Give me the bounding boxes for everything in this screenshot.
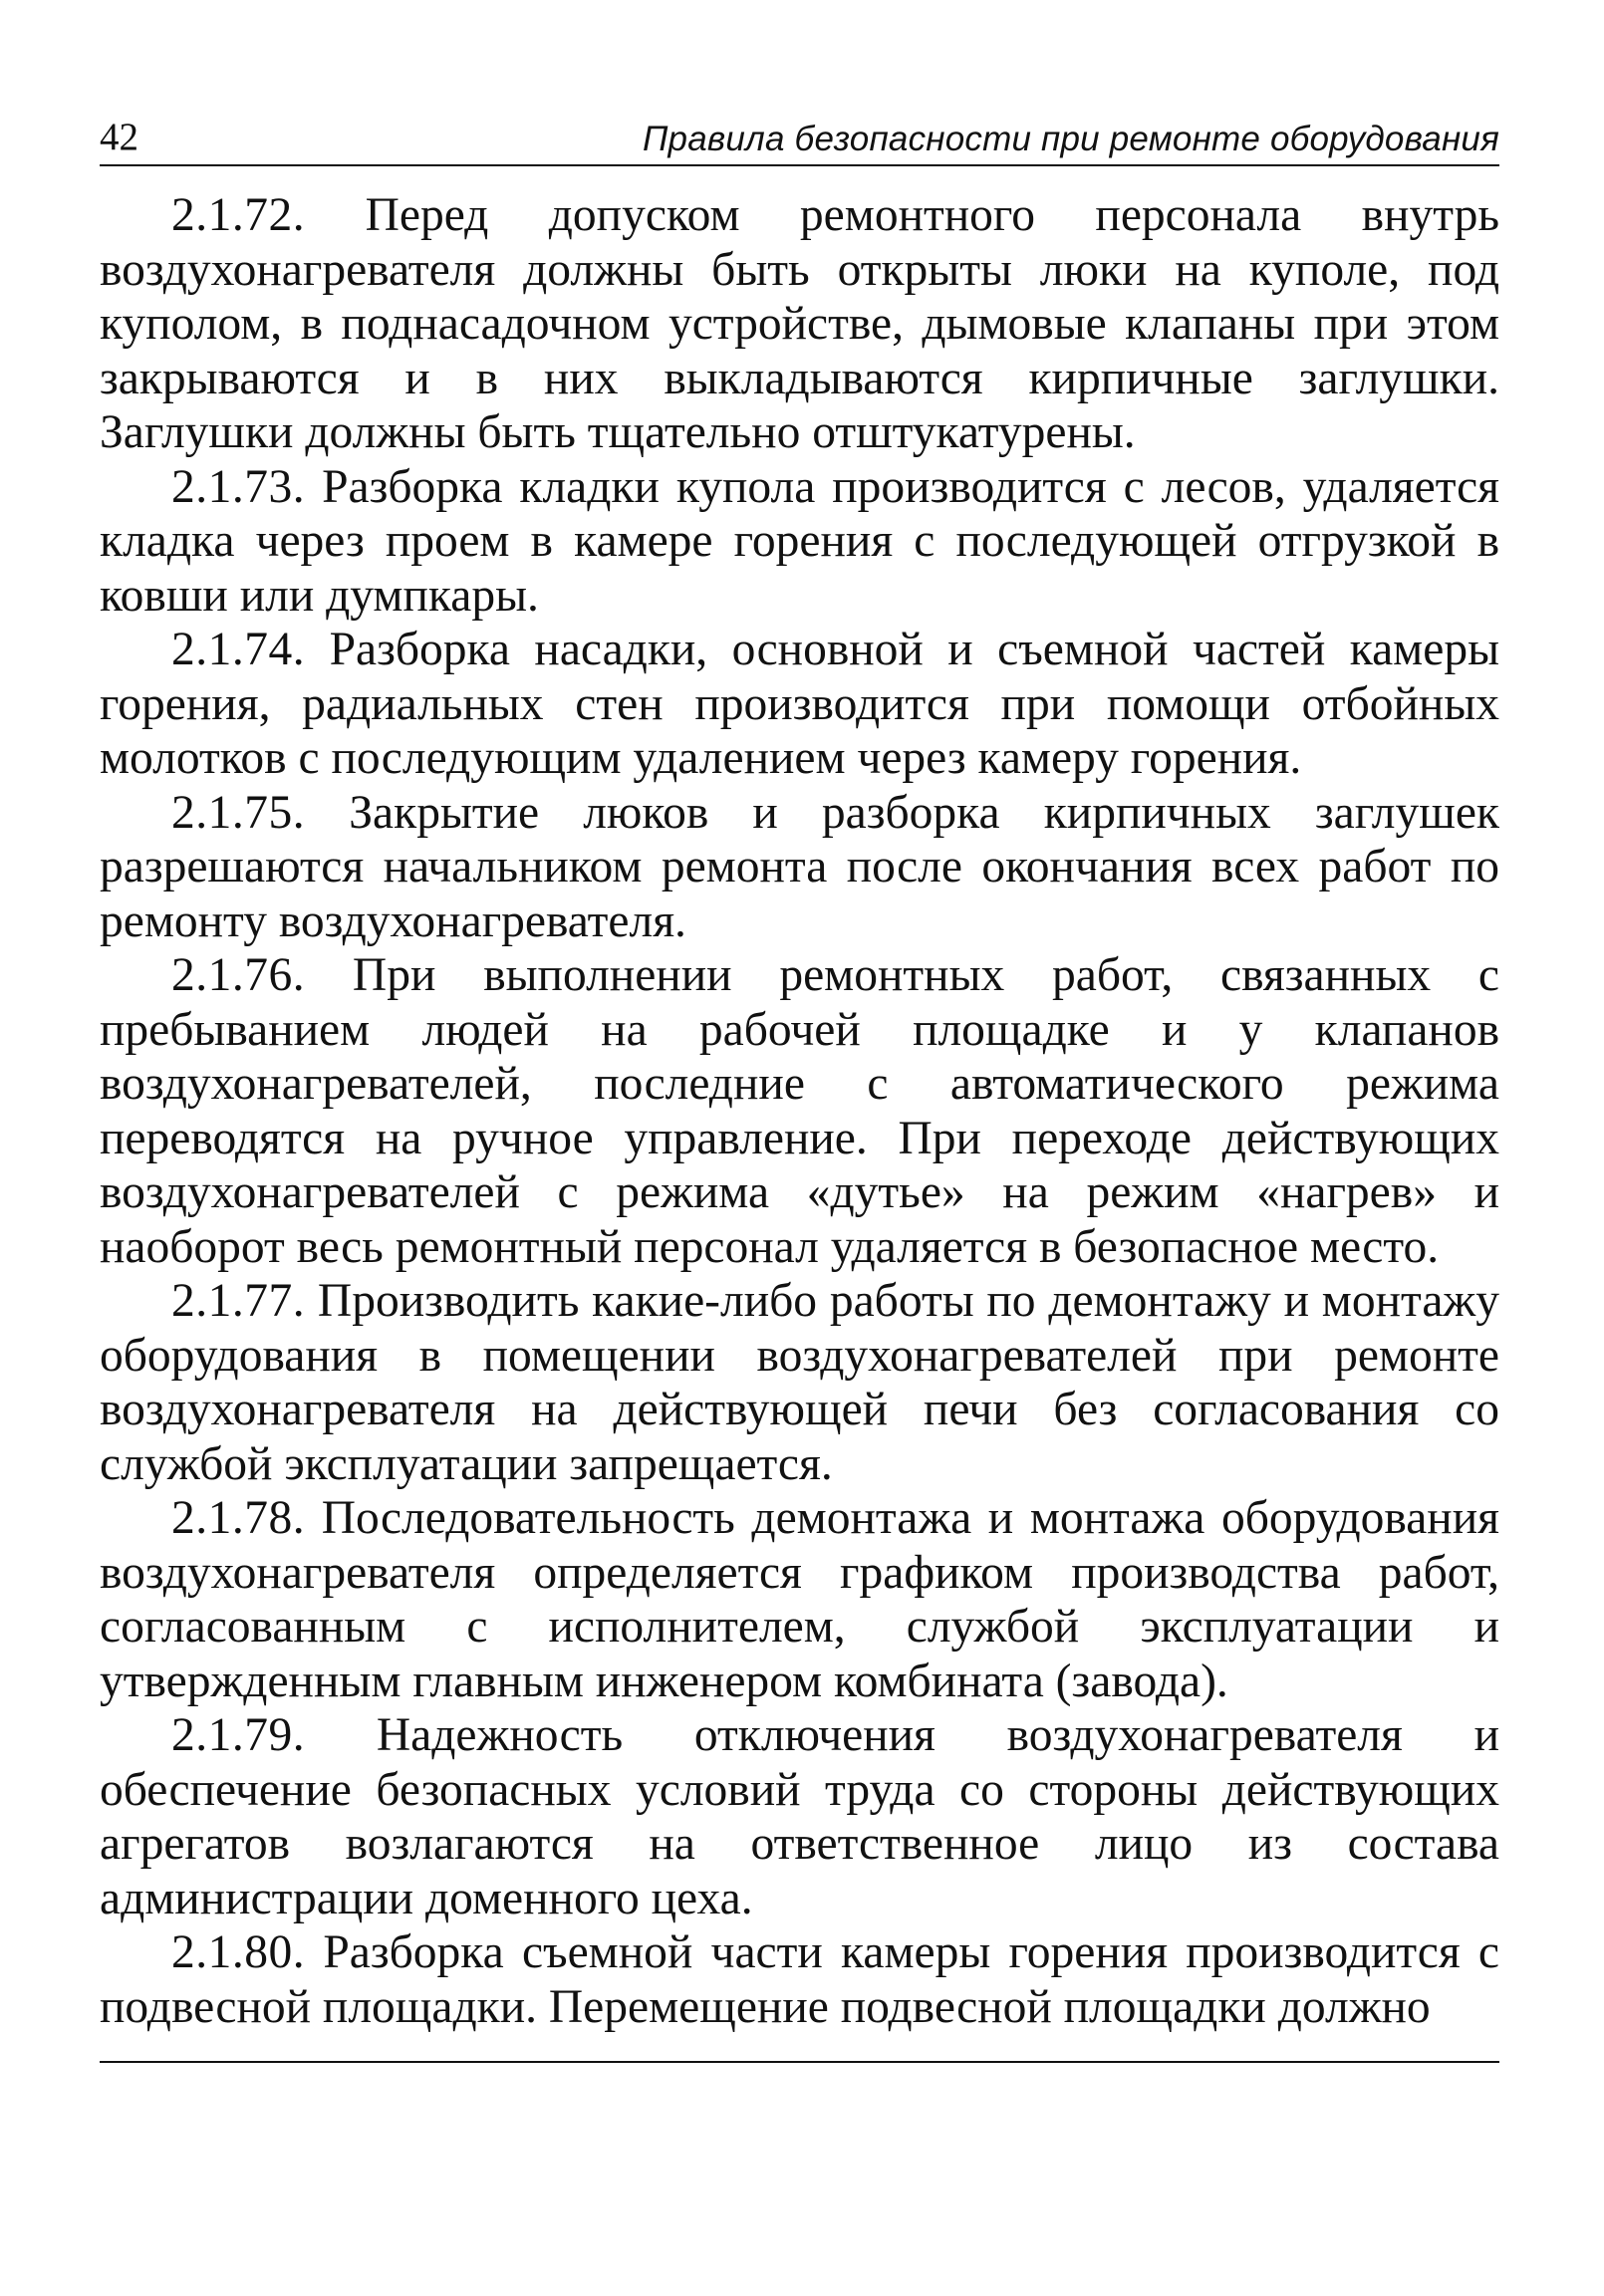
book-page xyxy=(100,118,1499,2034)
paragraph-number: 2.1.74. xyxy=(171,624,306,675)
paragraph-2-1-80 xyxy=(100,1925,1499,2034)
paragraph-text: При выполнении ремонтных работ, связанных с пребыванием людей на рабочей площадке и у клапанов воздухонагревателей, последние с автоматического режима переводятся на ручное управление. При переходе действующих воздухонагревателей с режима «дутье» на режим «нагрев» и наоборот весь ремонтный персонал удаляется в безопасное место. xyxy=(100,949,1499,1273)
paragraph-text: Надежность отключения воздухонагревателя и обеспечение безопасных условий труда со стороны действующих агрегатов возлагаются на ответственное лицо из состава администрации доменного цеха. xyxy=(100,1709,1500,1924)
paragraph-text: Последовательность демонтажа и монтажа оборудования воздухонагревателя определяется графиком производства работ, согласованным с исполнителем, службой эксплуатации и утвержденным главным инженером комбината (завода). xyxy=(100,1492,1499,1707)
paragraph-text: Производить какие-либо работы по демонтажу и монтажу оборудования в помещении воздухонагревателей при ремонте воздухонагревателя на действующей печи без согласования со службой эксплуатации запрещается. xyxy=(100,1275,1499,1490)
paragraph-2-1-79 xyxy=(100,1708,1499,1925)
paragraph-2-1-75 xyxy=(100,786,1499,949)
paragraph-number: 2.1.73. xyxy=(171,460,306,513)
paragraph-text: Разборка насадки, основной и съемной частей камеры горения, радиальных стен производится при помощи отбойных молотков с последующим удалением через камеру горения. xyxy=(100,624,1499,784)
paragraph-2-1-72 xyxy=(100,188,1499,460)
paragraph-2-1-73 xyxy=(100,460,1499,624)
paragraph-text: Перед допуском ремонтного персонала внутрь воздухонагревателя должны быть открыты люки на куполе, под куполом, в поднасадочном устройстве, дымовые клапаны при этом закрываются и в них выкладываются кирпичные заглушки. Заглушки должны быть тщательно отштукатурены. xyxy=(100,189,1499,458)
paragraph-number: 2.1.76. xyxy=(171,949,306,1001)
page-header xyxy=(100,118,1499,166)
paragraph-2-1-74 xyxy=(100,623,1499,786)
paragraph-number: 2.1.75. xyxy=(171,786,306,839)
page-body xyxy=(100,188,1499,2034)
paragraph-text: Закрытие люков и разборка кирпичных заглушек разрешаются начальником ремонта после окончания всех работ по ремонту воздухонагревателя. xyxy=(100,786,1499,947)
paragraph-2-1-77 xyxy=(100,1274,1499,1491)
paragraph-number: 2.1.72. xyxy=(171,189,306,241)
paragraph-number: 2.1.79. xyxy=(171,1709,306,1761)
paragraph-text: Разборка кладки купола производится с лесов, удаляется кладка через проем в камере горения с последующей отгрузкой в ковши или думпкары. xyxy=(100,460,1499,622)
paragraph-text: Разборка съемной части камеры горения производится с подвесной площадки. Перемещение подвесной площадки должно xyxy=(100,1926,1500,2033)
paragraph-2-1-76 xyxy=(100,948,1499,1274)
page-number: 42 xyxy=(100,116,138,158)
paragraph-number: 2.1.77. xyxy=(171,1275,306,1327)
paragraph-number: 2.1.78. xyxy=(171,1492,306,1544)
paragraph-number: 2.1.80. xyxy=(171,1926,306,1978)
footer-rule xyxy=(100,2061,1499,2063)
running-title: Правила безопасности при ремонте оборудования xyxy=(643,120,1499,158)
paragraph-2-1-78 xyxy=(100,1491,1499,1708)
